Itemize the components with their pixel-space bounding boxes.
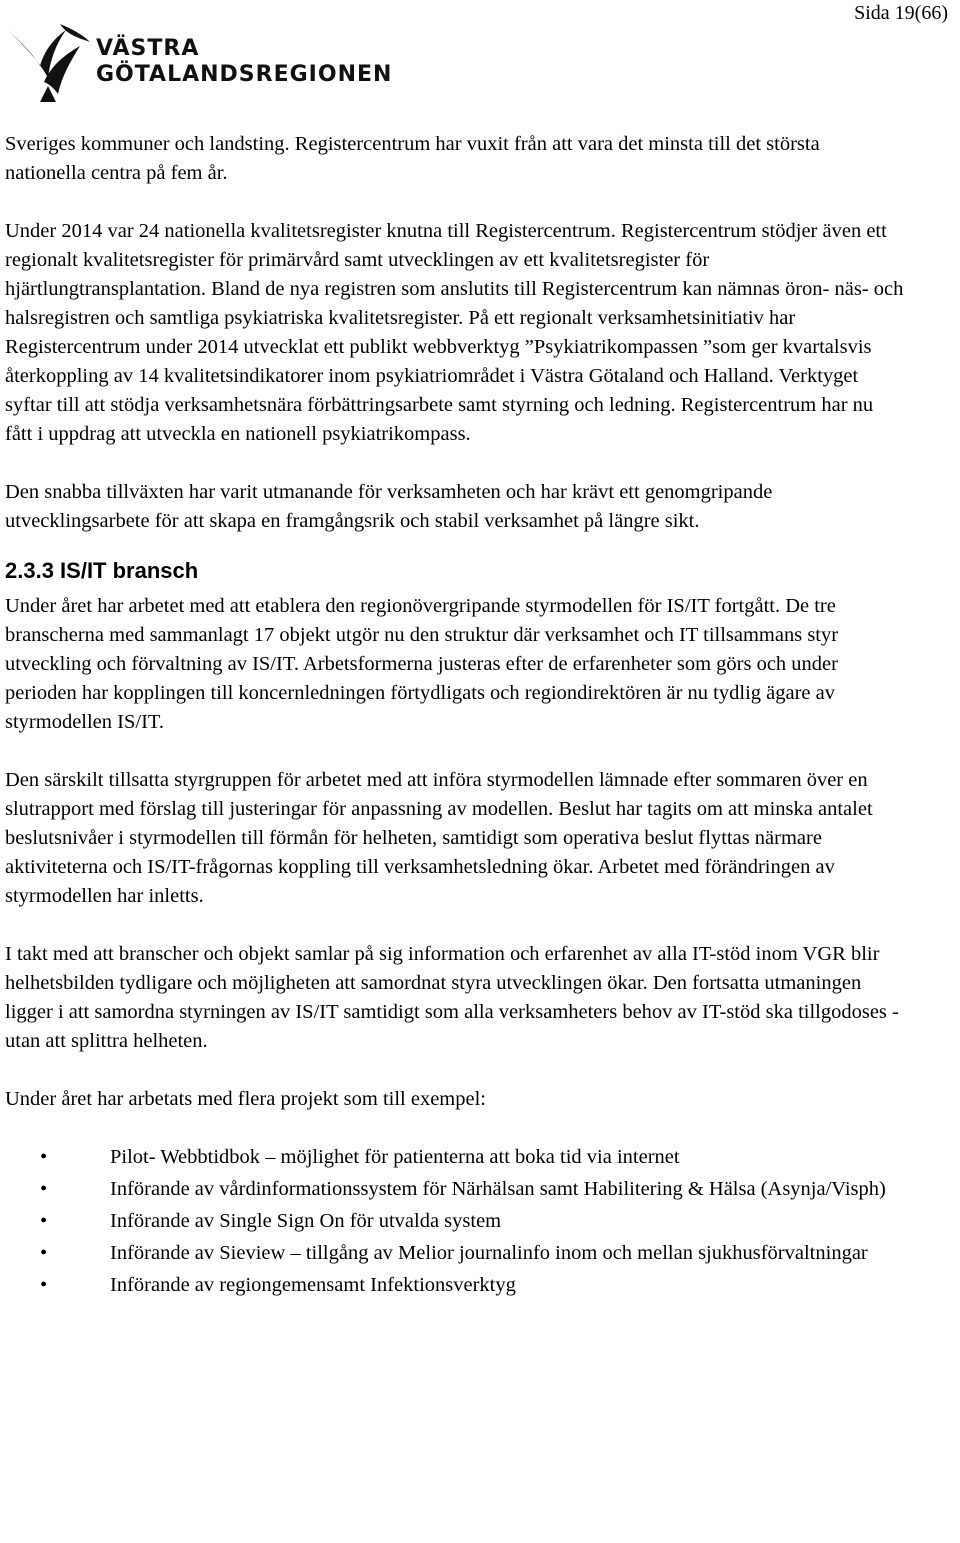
- list-item: • Pilot- Webbtidbok – möjlighet för patienterna att boka tid via internet: [5, 1143, 905, 1172]
- logo-line-1: VÄSTRA: [96, 36, 200, 61]
- vgr-logo: [4, 22, 394, 107]
- paragraph: Den snabba tillväxten har varit utmanande för verksamheten och har krävt ett genomgripande utvecklingsarbete för att skapa en framgångsrik och stabil verksamhet på längre sikt.: [5, 481, 773, 532]
- section-heading: 2.3.3 IS/IT bransch: [5, 558, 199, 583]
- bullet-icon: •: [40, 1242, 48, 1264]
- paragraph: Sveriges kommuner och landsting. Registercentrum har vuxit från att vara det minsta till det största nationella centra på fem år.: [5, 133, 820, 184]
- paragraph: Den särskilt tillsatta styrgruppen för arbetet med att införa styrmodellen lämnade efter sommaren över en slutrapport med förslag till justeringar för anpassning av modellen. Beslut har tagits om att minska antalet beslutsnivåer i styrmodellen till förmån för helheten, samtidigt som operativa beslut flyttas närmare aktiviteterna och IS/IT-frågornas koppling till verksamhetsledning ökar. Arbetet med förändringen av styrmodellen har inletts.: [5, 769, 873, 907]
- project-list: [5, 1143, 905, 1300]
- bullet-icon: •: [40, 1274, 48, 1296]
- bullet-icon: •: [40, 1178, 48, 1200]
- paragraph: Under året har arbetet med att etablera den regionövergripande styrmodellen för IS/IT fortgått. De tre branscherna med sammanlagt 17 objekt utgör nu den struktur där verksamhet och IT tillsammans styr utveckling och förvaltning av IS/IT. Arbetsformerna justeras efter de erfarenheter som görs och under perioden har kopplingen till koncernledningen förtydligats och regiondirektören är nu tydlig ägare av styrmodellen IS/IT.: [5, 595, 839, 733]
- vgr-emblem-icon: [4, 22, 94, 107]
- list-item: • Införande av Sieview – tillgång av Melior journalinfo inom och mellan sjukhusförvaltningar: [5, 1239, 905, 1268]
- bullet-icon: •: [40, 1210, 48, 1232]
- document-body: [5, 130, 905, 1303]
- bullet-icon: •: [40, 1146, 48, 1168]
- logo-line-2: GÖTALANDSREGIONEN: [96, 62, 393, 87]
- paragraph: Under 2014 var 24 nationella kvalitetsregister knutna till Registercentrum. Registercentrum stödjer även ett regionalt kvalitetsregister för primärvård samt utvecklingen av ett kvalitetsregister för hjärtlungtransplantation. Bland de nya registren som anslutits till Registercentrum kan nämnas öron- näs- och halsregistren och samtliga psykiatriska kvalitetsregister. På ett regionalt verksamhetsinitiativ har Registercentrum under 2014 utvecklat ett publikt webbverktyg ”Psykiatrikompassen ”som ger kvartalsvis återkoppling av 14 kvalitetsindikatorer inom psykiatriområdet i Västra Götaland och Halland. Verktyget syftar till att stödja verksamhetsnära förbättringsarbete samt styrning och ledning. Registercentrum har nu fått i uppdrag att utveckla en nationell psykiatrikompass.: [5, 220, 904, 445]
- list-item: • Införande av regiongemensamt Infektionsverktyg: [5, 1271, 905, 1300]
- list-item: • Införande av vårdinformationssystem för Närhälsan samt Habilitering & Hälsa (Asynja/Visph): [5, 1175, 905, 1204]
- paragraph: I takt med att branscher och objekt samlar på sig information och erfarenhet av alla IT-stöd inom VGR blir helhetsbilden tydligare och möjligheten att samordnat styra utvecklingen ökar. Den fortsatta utmaningen ligger i att samordna styrningen av IS/IT samtidigt som alla verksamheters behov av IT-stöd ska tillgodoses - utan att splittra helheten.: [5, 943, 899, 1052]
- paragraph: Under året har arbetats med flera projekt som till exempel:: [5, 1088, 486, 1110]
- list-item: • Införande av Single Sign On för utvalda system: [5, 1207, 905, 1236]
- page-number: Sida 19(66): [854, 2, 948, 24]
